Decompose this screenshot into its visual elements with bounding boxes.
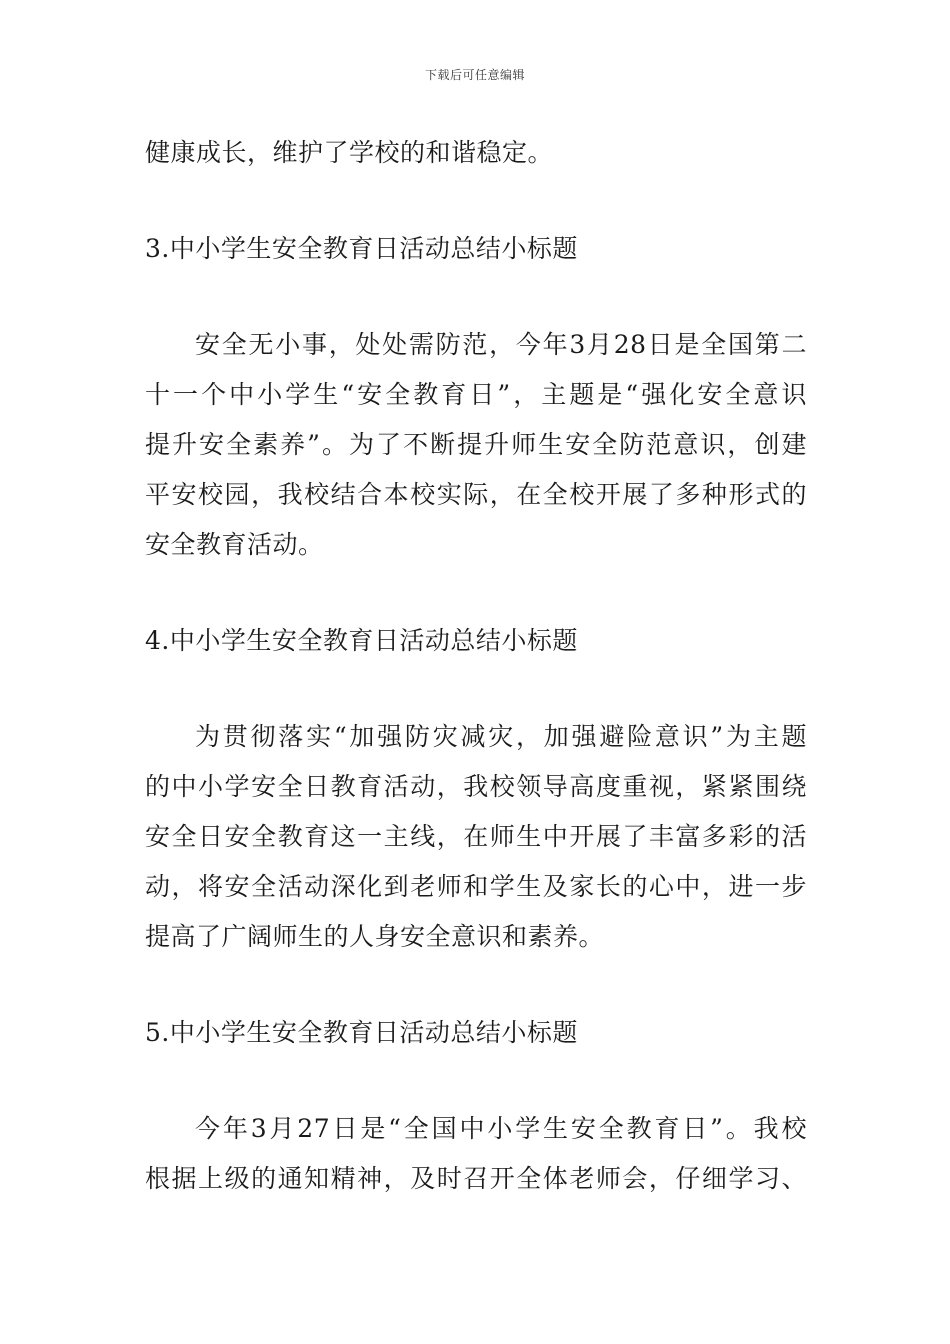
paragraph-line: 安全日安全教育这一主线，在师生中开展了丰富多彩的活 <box>145 822 807 851</box>
paragraph-line: 提高了广阔师生的人身安全意识和素养。 <box>145 922 605 951</box>
paragraph-line: 今年3月27日是“全国中小学生安全教育日”。我校 <box>195 1114 807 1143</box>
page-header: 下载后可任意编辑 <box>424 68 525 82</box>
paragraph-line: 提升安全素养”。为了不断提升师生安全防范意识，创建 <box>145 430 807 459</box>
section-paragraph <box>145 712 807 962</box>
section-paragraph <box>145 1104 807 1204</box>
section-paragraph <box>145 320 807 570</box>
section-heading: 4.中小学生安全教育日活动总结小标题 <box>145 626 578 655</box>
paragraph-line: 平安校园，我校结合本校实际，在全校开展了多种形式的 <box>145 480 807 509</box>
paragraph-line: 为贯彻落实“加强防灾减灾，加强避险意识”为主题 <box>195 722 807 751</box>
paragraph-line: 根据上级的通知精神，及时召开全体老师会，仔细学习、 <box>145 1164 807 1193</box>
paragraph-line: 的中小学安全日教育活动，我校领导高度重视，紧紧围绕 <box>145 772 807 801</box>
paragraph-line: 安全教育活动。 <box>145 530 324 559</box>
document-body <box>145 128 807 1204</box>
intro-line: 健康成长，维护了学校的和谐稳定。 <box>145 138 554 167</box>
paragraph-line: 动，将安全活动深化到老师和学生及家长的心中，进一步 <box>145 872 807 901</box>
paragraph-line: 安全无小事，处处需防范，今年3月28日是全国第二 <box>195 330 807 359</box>
section-heading: 5.中小学生安全教育日活动总结小标题 <box>145 1018 578 1047</box>
paragraph-line: 十一个中小学生“安全教育日”，主题是“强化安全意识 <box>145 380 807 409</box>
section-heading: 3.中小学生安全教育日活动总结小标题 <box>145 234 578 263</box>
